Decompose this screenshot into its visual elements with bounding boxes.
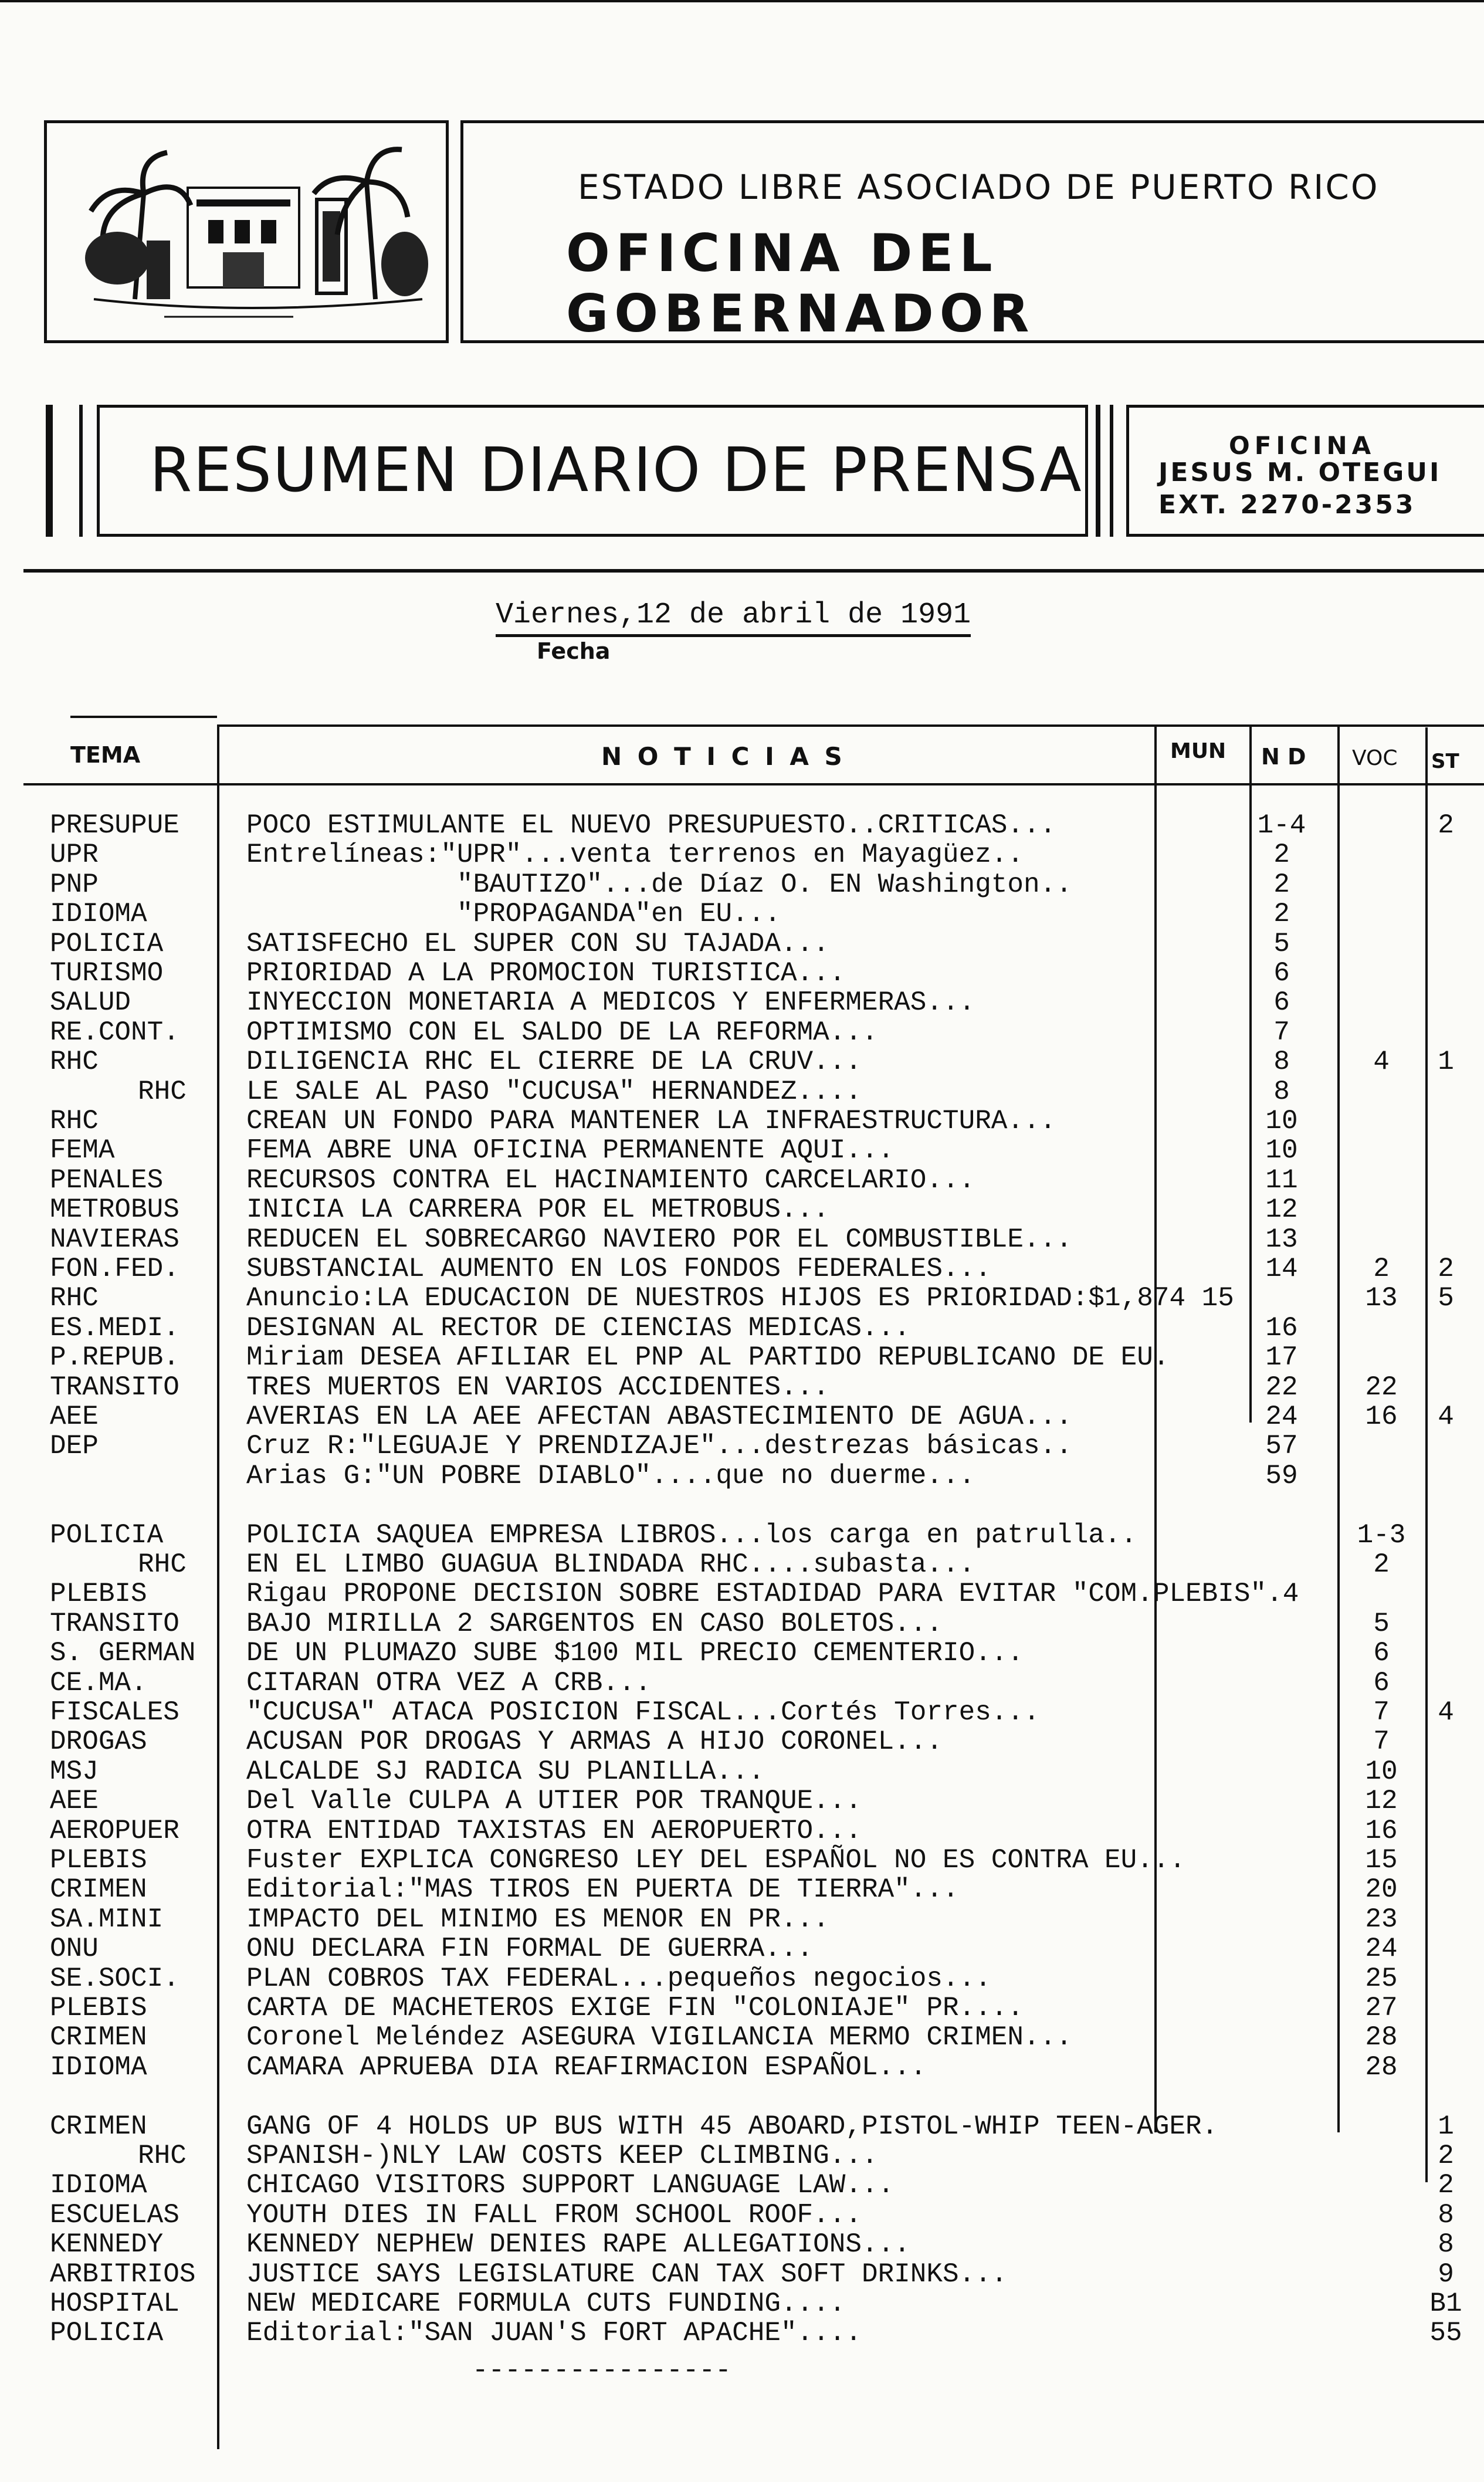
table-row: [0, 1431, 1484, 1461]
row-news: Editorial:"MAS TIROS EN PUERTA DE TIERRA"...: [246, 1874, 959, 1905]
row-news: Coronel Meléndez ASEGURA VIGILANCIA MERMO CRIMEN...: [246, 2022, 1072, 2053]
table-row: [0, 1934, 1484, 1963]
row-sta: B1: [1429, 2288, 1462, 2319]
row-news: PLAN COBROS TAX FEDERAL...pequeños negocios...: [246, 1963, 991, 1994]
row-tema: CRIMEN: [50, 1874, 147, 1905]
table-row: [0, 1875, 1484, 1904]
row-sta: 9: [1438, 2259, 1454, 2290]
row-news: INYECCION MONETARIA A MEDICOS Y ENFERMERAS...: [246, 987, 975, 1018]
row-voc: 4: [1373, 1047, 1390, 1077]
table-row: [0, 1047, 1484, 1076]
oficina-title: OFICINA DEL GOBERNADOR: [566, 223, 1035, 344]
row-tema: TRANSITO: [50, 1609, 179, 1639]
row-news: YOUTH DIES IN FALL FROM SCHOOL ROOF...: [246, 2200, 862, 2230]
footer-rule: ----------------: [472, 2355, 731, 2386]
row-tema: KENNEDY: [50, 2229, 164, 2260]
table-row: [0, 1786, 1484, 1816]
row-nd: 6: [1273, 987, 1290, 1018]
row-nd: 16: [1265, 1313, 1298, 1343]
row-tema: AEE: [50, 1401, 99, 1432]
row-nd: 11: [1265, 1165, 1298, 1196]
row-news: OTRA ENTIDAD TAXISTAS EN AEROPUERTO...: [246, 1816, 862, 1846]
row-voc: 28: [1365, 2022, 1398, 2053]
header-mun: MUN: [1170, 739, 1226, 763]
table-row: [0, 2260, 1484, 2289]
row-news: POLICIA SAQUEA EMPRESA LIBROS...los carga en patrulla..: [246, 1520, 1137, 1550]
row-news: EN EL LIMBO GUAGUA BLINDADA RHC....subasta...: [246, 1549, 975, 1580]
row-news: Fuster EXPLICA CONGRESO LEY DEL ESPAÑOL NO ES CONTRA EU...: [246, 1845, 1186, 1875]
table-top-rule: [217, 724, 1484, 727]
row-nd: 10: [1265, 1135, 1298, 1166]
table-row: [0, 1195, 1484, 1224]
row-news: Arias G:"UN POBRE DIABLO"....que no duerme...: [246, 1461, 975, 1491]
row-voc: 7: [1373, 1726, 1390, 1757]
logo-box: [44, 120, 449, 343]
row-tema: TURISMO: [50, 958, 164, 988]
fortaleza-logo-icon: [47, 123, 446, 340]
row-news: PRIORIDAD A LA PROMOCION TURISTICA...: [246, 958, 846, 988]
row-nd: 8: [1273, 1076, 1290, 1107]
row-voc: 12: [1365, 1786, 1398, 1816]
row-nd: 57: [1265, 1431, 1298, 1461]
table-row: [0, 1550, 1484, 1579]
row-tema: MSJ: [50, 1756, 99, 1787]
row-tema: PRESUPUE: [50, 810, 179, 841]
row-tema: FEMA: [50, 1135, 115, 1166]
table-row: [0, 811, 1484, 840]
table-row: [0, 1727, 1484, 1756]
table-row: [0, 988, 1484, 1017]
row-tema: RHC: [50, 1106, 99, 1136]
top-rule: [0, 0, 1484, 2]
header-voc: VOC: [1352, 746, 1398, 770]
row-nd: 2: [1273, 869, 1290, 900]
table-row: [0, 1668, 1484, 1698]
row-voc: 2: [1373, 1254, 1390, 1284]
row-voc: 7: [1373, 1697, 1390, 1728]
row-sta: 2: [1438, 2170, 1454, 2200]
row-news: CARTA DE MACHETEROS EXIGE FIN "COLONIAJE" PR....: [246, 1993, 1024, 2023]
row-news: DESIGNAN AL RECTOR DE CIENCIAS MEDICAS...: [246, 1313, 910, 1343]
row-voc: 23: [1365, 1904, 1398, 1935]
row-nd: 10: [1265, 1106, 1298, 1136]
header-tema: TEMA: [70, 742, 141, 768]
row-news: TRES MUERTOS EN VARIOS ACCIDENTES...: [246, 1372, 829, 1403]
row-news: Del Valle CULPA A UTIER POR TRANQUE...: [246, 1786, 862, 1816]
row-sta: 1: [1438, 1047, 1454, 1077]
row-nd: 59: [1265, 1461, 1298, 1491]
table-row: [0, 959, 1484, 988]
table-row: [0, 1757, 1484, 1786]
row-tema: DEP: [50, 1431, 99, 1461]
office-ext: EXT. 2270-2353: [1158, 490, 1416, 520]
row-news: ONU DECLARA FIN FORMAL DE GUERRA...: [246, 1934, 814, 1964]
row-voc: 28: [1365, 2052, 1398, 2083]
row-voc: 6: [1373, 1638, 1390, 1668]
row-news: "BAUTIZO"...de Díaz O. EN Washington..: [246, 869, 1072, 900]
table-row: [0, 1402, 1484, 1431]
row-nd: 14: [1265, 1254, 1298, 1284]
row-news: SUBSTANCIAL AUMENTO EN LOS FONDOS FEDERALES...: [246, 1254, 991, 1284]
row-tema: RHC: [138, 2141, 187, 2171]
header-nd: N D: [1261, 744, 1306, 770]
row-news: Anuncio:LA EDUCACION DE NUESTROS HIJOS ES PRIORIDAD:$1,874 15: [246, 1283, 1234, 1313]
row-news: Rigau PROPONE DECISION SOBRE ESTADIDAD PARA EVITAR "COM.PLEBIS".4: [246, 1579, 1299, 1609]
row-voc: 5: [1373, 1609, 1390, 1639]
table-row: [0, 1461, 1484, 1491]
row-sta: 55: [1429, 2318, 1462, 2348]
row-tema: ONU: [50, 1934, 99, 1964]
row-voc: 15: [1365, 1845, 1398, 1875]
estado-line: ESTADO LIBRE ASOCIADO DE PUERTO RICO: [578, 167, 1380, 207]
row-tema: TRANSITO: [50, 1372, 179, 1403]
row-tema: DROGAS: [50, 1726, 147, 1757]
row-nd: 2: [1273, 899, 1290, 929]
row-voc: 22: [1365, 1372, 1398, 1403]
table-row: [0, 2141, 1484, 2171]
table-row: [0, 899, 1484, 929]
row-sta: 2: [1438, 810, 1454, 841]
row-news: ACUSAN POR DROGAS Y ARMAS A HIJO CORONEL...: [246, 1726, 943, 1757]
row-nd: 8: [1273, 1047, 1290, 1077]
row-news: BAJO MIRILLA 2 SARGENTOS EN CASO BOLETOS...: [246, 1609, 943, 1639]
row-tema: RHC: [138, 1076, 187, 1107]
row-sta: 1: [1438, 2111, 1454, 2142]
row-tema: RHC: [138, 1549, 187, 1580]
row-tema: RHC: [50, 1283, 99, 1313]
table-row: [0, 2318, 1484, 2348]
resumen-title: RESUMEN DIARIO DE PRENSA: [150, 434, 1083, 506]
row-news: REDUCEN EL SOBRECARGO NAVIERO POR EL COMBUSTIBLE...: [246, 1224, 1072, 1255]
row-tema: AEE: [50, 1786, 99, 1816]
header-sta: ST: [1431, 750, 1459, 773]
row-nd: 22: [1265, 1372, 1298, 1403]
row-voc: 25: [1365, 1963, 1398, 1994]
row-voc: 27: [1365, 1993, 1398, 2023]
row-tema: CE.MA.: [50, 1668, 147, 1698]
row-tema: PENALES: [50, 1165, 164, 1196]
row-news: Miriam DESEA AFILIAR EL PNP AL PARTIDO REPUBLICANO DE EU.: [246, 1342, 1170, 1373]
left-bar-2: [79, 405, 83, 537]
row-tema: PNP: [50, 869, 99, 900]
row-nd: 17: [1265, 1342, 1298, 1373]
row-news: Editorial:"SAN JUAN'S FORT APACHE"....: [246, 2318, 862, 2348]
table-row: [0, 1343, 1484, 1372]
row-voc: 16: [1365, 1401, 1398, 1432]
table-row: [0, 2023, 1484, 2052]
row-nd: 24: [1265, 1401, 1298, 1432]
row-nd: 2: [1273, 839, 1290, 870]
row-news: SATISFECHO EL SUPER CON SU TAJADA...: [246, 929, 829, 959]
table-row: [0, 2053, 1484, 2082]
date-label: Fecha: [537, 638, 611, 664]
table-row: [0, 870, 1484, 899]
row-tema: PLEBIS: [50, 1993, 147, 2023]
table-row: [0, 2171, 1484, 2200]
row-news: IMPACTO DEL MINIMO ES MENOR EN PR...: [246, 1904, 829, 1935]
table-row: [0, 1254, 1484, 1284]
row-tema: HOSPITAL: [50, 2288, 179, 2319]
row-sta: 2: [1438, 2141, 1454, 2171]
table-row: [0, 929, 1484, 959]
table-row: [0, 1905, 1484, 1934]
row-news: CREAN UN FONDO PARA MANTENER LA INFRAESTRUCTURA...: [246, 1106, 1056, 1136]
row-tema: FISCALES: [50, 1697, 179, 1728]
row-news: JUSTICE SAYS LEGISLATURE CAN TAX SOFT DRINKS...: [246, 2259, 1008, 2290]
row-news: FEMA ABRE UNA OFICINA PERMANENTE AQUI...: [246, 1135, 895, 1166]
row-sta: 5: [1438, 1283, 1454, 1313]
table-row: [0, 1579, 1484, 1609]
row-nd: 5: [1273, 929, 1290, 959]
row-tema: ARBITRIOS: [50, 2259, 196, 2290]
row-tema: SALUD: [50, 987, 131, 1018]
row-nd: 1-4: [1257, 810, 1306, 841]
table-row: [0, 1521, 1484, 1550]
table-row: [0, 1136, 1484, 1165]
table-row: [0, 1816, 1484, 1846]
row-nd: 12: [1265, 1194, 1298, 1225]
row-voc: 6: [1373, 1668, 1390, 1698]
row-tema: RHC: [50, 1047, 99, 1077]
row-tema: AEROPUER: [50, 1816, 179, 1846]
row-nd: 7: [1273, 1017, 1290, 1048]
row-news: NEW MEDICARE FORMULA CUTS FUNDING....: [246, 2288, 846, 2319]
row-nd: 6: [1273, 958, 1290, 988]
row-sta: 8: [1438, 2200, 1454, 2230]
row-news: "CUCUSA" ATACA POSICION FISCAL...Cortés Torres...: [246, 1697, 1040, 1728]
row-voc: 2: [1373, 1549, 1390, 1580]
table-row: [0, 1018, 1484, 1047]
table-row: [0, 1846, 1484, 1875]
row-news: GANG OF 4 HOLDS UP BUS WITH 45 ABOARD,PISTOL-WHIP TEEN-AGER.: [246, 2111, 1218, 2142]
table-row: [0, 1106, 1484, 1136]
row-news: OPTIMISMO CON EL SALDO DE LA REFORMA...: [246, 1017, 878, 1048]
row-tema: NAVIERAS: [50, 1224, 179, 1255]
table-row: [0, 2230, 1484, 2259]
row-voc: 1-3: [1357, 1520, 1406, 1550]
table-row: [0, 2200, 1484, 2230]
row-news: Cruz R:"LEGUAJE Y PRENDIZAJE"...destrezas básicas..: [246, 1431, 1072, 1461]
row-news: POCO ESTIMULANTE EL NUEVO PRESUPUESTO..CRITICAS...: [246, 810, 1056, 841]
row-news: KENNEDY NEPHEW DENIES RAPE ALLEGATIONS...: [246, 2229, 910, 2260]
row-tema: ES.MEDI.: [50, 1313, 179, 1343]
row-tema: CRIMEN: [50, 2022, 147, 2053]
row-news: DILIGENCIA RHC EL CIERRE DE LA CRUV...: [246, 1047, 862, 1077]
row-news: CITARAN OTRA VEZ A CRB...: [246, 1668, 652, 1698]
table-row: [0, 1993, 1484, 2023]
row-news: Entrelíneas:"UPR"...venta terrenos en Mayagüez..: [246, 839, 1024, 870]
row-voc: 24: [1365, 1934, 1398, 1964]
row-nd: 13: [1265, 1224, 1298, 1255]
table-row: [0, 1284, 1484, 1313]
row-tema: POLICIA: [50, 1520, 164, 1550]
table-row: [0, 1373, 1484, 1402]
row-tema: S. GERMAN: [50, 1638, 196, 1668]
row-news: RECURSOS CONTRA EL HACINAMIENTO CARCELARIO...: [246, 1165, 975, 1196]
row-tema: METROBUS: [50, 1194, 179, 1225]
header-rule: [23, 569, 1484, 573]
row-news: SPANISH-)NLY LAW COSTS KEEP CLIMBING...: [246, 2141, 878, 2171]
row-tema: SE.SOCI.: [50, 1963, 179, 1994]
table-top-rule-left: [70, 716, 217, 718]
row-news: LE SALE AL PASO "CUCUSA" HERNANDEZ....: [246, 1076, 862, 1107]
row-tema: ESCUELAS: [50, 2200, 179, 2230]
row-sta: 2: [1438, 1254, 1454, 1284]
row-news: ALCALDE SJ RADICA SU PLANILLA...: [246, 1756, 765, 1787]
row-tema: RE.CONT.: [50, 1017, 179, 1048]
date-value: Viernes,12 de abril de 1991: [496, 598, 971, 637]
office-name: JESUS M. OTEGUI: [1158, 458, 1442, 487]
row-voc: 20: [1365, 1874, 1398, 1905]
row-news: CHICAGO VISITORS SUPPORT LANGUAGE LAW...: [246, 2170, 895, 2200]
row-sta: 4: [1438, 1401, 1454, 1432]
table-row: [0, 2289, 1484, 2318]
row-voc: 16: [1365, 1816, 1398, 1846]
table-row: [0, 1077, 1484, 1106]
row-tema: POLICIA: [50, 2318, 164, 2348]
row-tema: IDIOMA: [50, 2052, 147, 2083]
row-news: DE UN PLUMAZO SUBE $100 MIL PRECIO CEMENTERIO...: [246, 1638, 1024, 1668]
row-tema: UPR: [50, 839, 99, 870]
header-bottom-rule: [23, 783, 1484, 785]
row-sta: 4: [1438, 1697, 1454, 1728]
row-tema: POLICIA: [50, 929, 164, 959]
mid-bar-2: [1110, 405, 1113, 537]
table-row: [0, 1698, 1484, 1727]
office-label: OFICINA: [1229, 431, 1376, 460]
header-noticias: N O T I C I A S: [601, 742, 846, 771]
row-tema: PLEBIS: [50, 1579, 147, 1609]
table-row: [0, 2112, 1484, 2141]
row-news: AVERIAS EN LA AEE AFECTAN ABASTECIMIENTO DE AGUA...: [246, 1401, 1072, 1432]
row-voc: 10: [1365, 1756, 1398, 1787]
row-tema: IDIOMA: [50, 2170, 147, 2200]
row-sta: 8: [1438, 2229, 1454, 2260]
row-tema: P.REPUB.: [50, 1342, 179, 1373]
table-row: [0, 1166, 1484, 1195]
table-row: [0, 1964, 1484, 1993]
row-news: "PROPAGANDA"en EU...: [246, 899, 781, 929]
table-row: [0, 1225, 1484, 1254]
row-tema: IDIOMA: [50, 899, 147, 929]
left-bar-1: [46, 405, 53, 537]
table-row: [0, 1313, 1484, 1343]
row-voc: 13: [1365, 1283, 1398, 1313]
row-tema: FON.FED.: [50, 1254, 179, 1284]
row-tema: CRIMEN: [50, 2111, 147, 2142]
row-news: INICIA LA CARRERA POR EL METROBUS...: [246, 1194, 829, 1225]
table-row: [0, 1609, 1484, 1638]
row-tema: PLEBIS: [50, 1845, 147, 1875]
row-tema: SA.MINI: [50, 1904, 164, 1935]
row-news: CAMARA APRUEBA DIA REAFIRMACION ESPAÑOL...: [246, 2052, 927, 2083]
table-row: [0, 1638, 1484, 1668]
table-row: [0, 840, 1484, 869]
mid-bar-1: [1096, 405, 1100, 537]
